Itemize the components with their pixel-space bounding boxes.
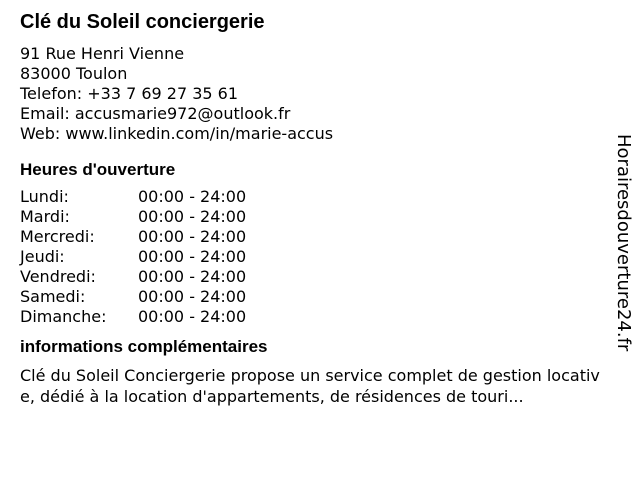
business-card: [20, 8, 610, 407]
email-line: Email: accusmarie972@outlook.fr: [20, 104, 291, 123]
day-name: Lundi:: [20, 187, 69, 206]
hours-row: [20, 207, 610, 227]
hours-row: [20, 247, 610, 267]
opening-hours-table: [20, 187, 610, 327]
business-description: Clé du Soleil Conciergerie propose un service complet de gestion locative, dédié à la location d'appartements, de résidences de touri...: [20, 366, 600, 406]
address-city: 83000 Toulon: [20, 64, 128, 83]
web-line: Web: www.linkedin.com/in/marie-accus: [20, 124, 334, 143]
day-hours: 00:00 - 24:00: [138, 267, 247, 286]
day-hours: 00:00 - 24:00: [138, 207, 247, 226]
day-name: Vendredi:: [20, 267, 96, 286]
day-hours: 00:00 - 24:00: [138, 287, 247, 306]
hours-row: [20, 307, 610, 327]
day-hours: 00:00 - 24:00: [138, 247, 247, 266]
day-name: Mercredi:: [20, 227, 95, 246]
contact-block: [20, 44, 610, 144]
day-name: Samedi:: [20, 287, 86, 306]
site-watermark: Horairesdouverture24.fr: [613, 134, 634, 352]
day-hours: 00:00 - 24:00: [138, 187, 247, 206]
opening-hours-heading: Heures d'ouverture: [20, 160, 176, 179]
address-street: 91 Rue Henri Vienne: [20, 44, 185, 63]
phone-line: Telefon: +33 7 69 27 35 61: [20, 84, 239, 103]
day-name: Mardi:: [20, 207, 70, 226]
day-hours: 00:00 - 24:00: [138, 307, 247, 326]
hours-row: [20, 227, 610, 247]
hours-row: [20, 287, 610, 307]
business-name: Clé du Soleil conciergerie: [20, 11, 265, 33]
hours-row: [20, 187, 610, 207]
day-name: Dimanche:: [20, 307, 107, 326]
additional-info-heading: informations complémentaires: [20, 337, 268, 356]
hours-row: [20, 267, 610, 287]
day-hours: 00:00 - 24:00: [138, 227, 247, 246]
day-name: Jeudi:: [20, 247, 65, 266]
